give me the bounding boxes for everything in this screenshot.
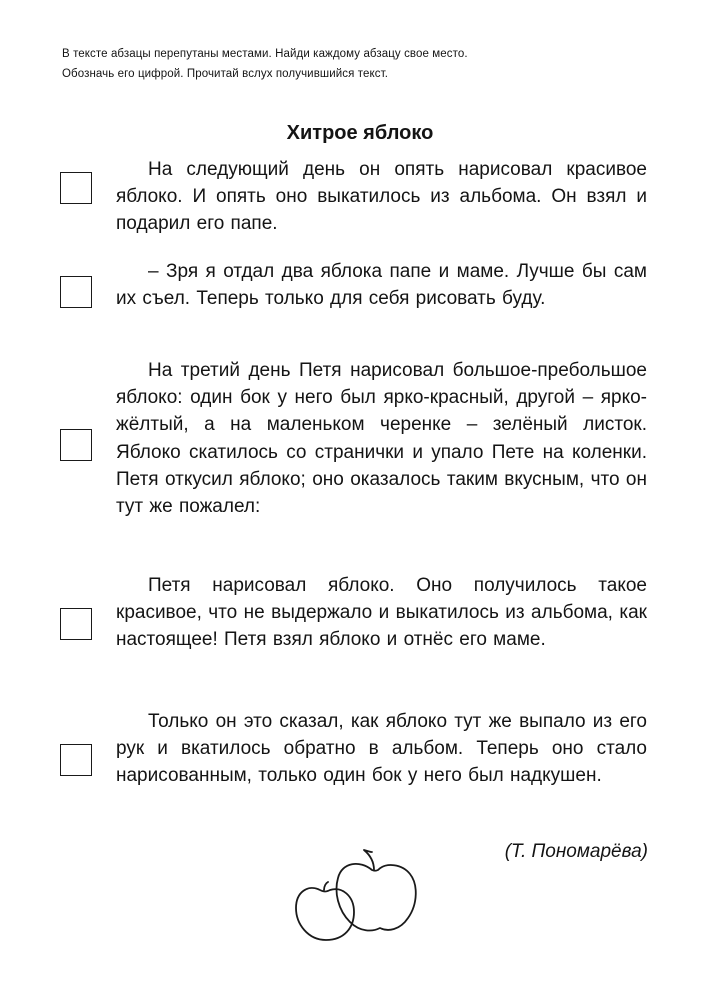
big-apple-icon bbox=[337, 864, 416, 931]
paragraph-number-box-1[interactable] bbox=[60, 172, 92, 204]
small-apple-icon bbox=[296, 888, 354, 940]
paragraph-number-box-3[interactable] bbox=[60, 429, 92, 461]
paragraph-number-box-4[interactable] bbox=[60, 608, 92, 640]
paragraph-5: Только он это сказал, как яблоко тут же выпало из его рук и вкатилось обратно в альбом. Теперь оно стало нарисованным, только один бок у него был надкушен. bbox=[116, 711, 647, 787]
apples-icon bbox=[294, 848, 424, 943]
paragraph-number-box-5[interactable] bbox=[60, 744, 92, 776]
paragraph-number-box-2[interactable] bbox=[60, 276, 92, 308]
story-title: Хитрое яблоко bbox=[286, 122, 434, 144]
paragraph-2: – Зря я отдал два яблока папе и маме. Лучше бы сам их съел. Теперь только для себя рисовать буду. bbox=[116, 261, 647, 310]
instructions-line-1: В тексте абзацы перепутаны местами. Найди каждому абзацу свое место. bbox=[62, 48, 468, 60]
paragraph-3: На третий день Петя нарисовал большое-пребольшое яблоко: один бок у него был ярко-красный, другой – ярко-жёлтый, а на маленьком черенке – зелёный листок. Яблоко скатилось со странички и упало Пете на коленки. Петя откусил яблоко; оно оказалось таким вкусным, что он тут же пожалел: bbox=[116, 360, 647, 518]
paragraph-1: На следующий день он опять нарисовал красивое яблоко. И опять оно выкатилось из альбома. Он взял и подарил его папе. bbox=[116, 159, 647, 235]
instructions bbox=[62, 44, 662, 84]
paragraph-4: Петя нарисовал яблоко. Оно получилось такое красивое, что не выдержало и выкатилось из альбома, как настоящее! Петя взял яблоко и отнёс его маме. bbox=[116, 575, 647, 651]
author-attribution: (Т. Пономарёва) bbox=[504, 841, 648, 862]
instructions-line-2: Обозначь его цифрой. Прочитай вслух получившийся текст. bbox=[62, 68, 388, 80]
